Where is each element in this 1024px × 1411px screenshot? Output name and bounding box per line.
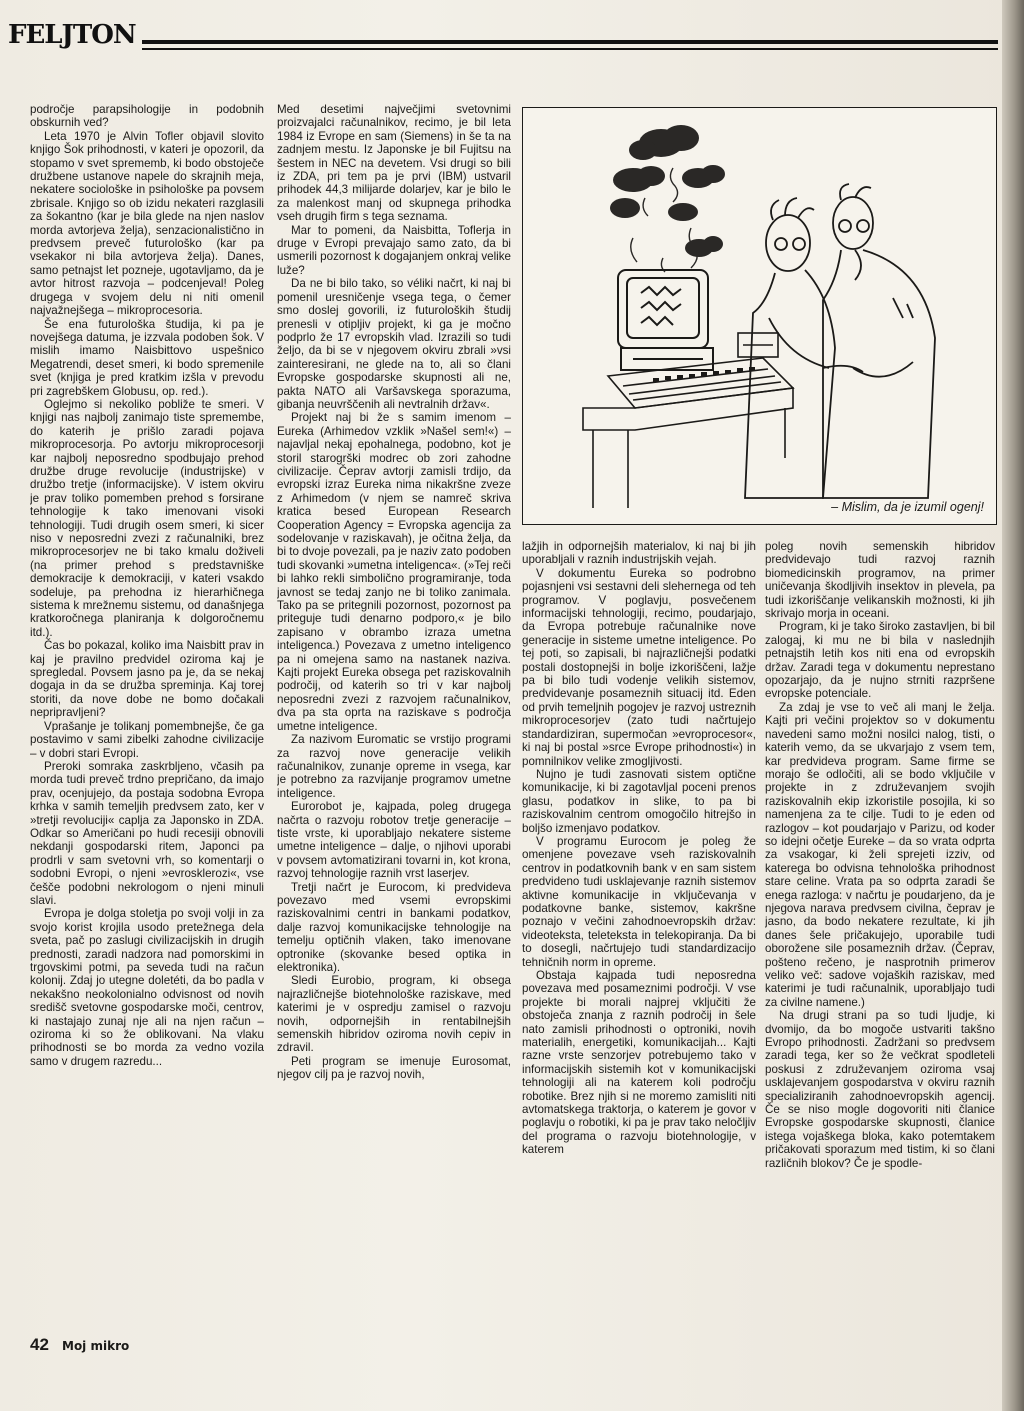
scientist-figure	[745, 198, 863, 498]
paragraph: Da ne bi bilo tako, so véliki načrt, ki naj bi pomenil uresničenje vsega tega, o čemer smo doslej govorili, iz futuroloških študij prenesli v otipljiv projekt, ki ga je močno podprlo že 17 evropskih vlad. Izrazili so tudi željo, da bi se v njegovem okviru zbrali »vsi zainteresirani, ne glede na to, ali so člani Evropske gospodarske skupnosti ali ne, pakta NATO ali Varšavskega sporazuma, gibanja neuvrščenih ali nevtralnih držav«.	[277, 277, 511, 411]
paragraph: Leta 1970 je Alvin Tofler objavil slovito knjigo Šok prihodnosti, v kateri je opozoril, da stopamo v svet sprememb, ki bodo obstoječe družbene ustanove napele do skrajnih meja, nekatere sociološke in psihološke pa povsem zbrisale. Knjigo so ob izidu nekateri razglasili za šokantno (kar je bila glede na njen naslov morda avtorjeva želja), senzacionalistično in predvsem preveč futurološko (kar pa vsekakor ni bila avtorjeva želja). Danes, samo petnajst let pozneje, ugotavljamo, da je avtor hitrost razvoja – podcenjeval! Poleg drugega v svojem delu ni niti omenil najvažnejšega – mikroprocesoria.	[30, 129, 264, 318]
paragraph: Sledi Eurobio, program, ki obsega najrazličnejše biotehnološke raziskave, med katerimi je v ospredju zamisel o razvoju novih, odpornejših in rentabilnejših semenskih hibridov oziroma novih cepiv in zdravil.	[277, 974, 511, 1055]
magazine-name: Moj mikro	[62, 1339, 130, 1353]
paragraph: Še ena futurološka študija, ki pa je novejšega datuma, je izzvala podoben šok. V mislih imamo Naisbittovo uspešnico Megatrendi, deset smeri, ki bodo spremenile svet (knjiga je pred kratkim izšla v prevodu pri zagrebškem Globusu, op. red.).	[30, 317, 264, 398]
paragraph: Čas bo pokazal, koliko ima Naisbitt prav in kaj je pravilno predvidel oziroma kaj je spregledal. Povsem jasno pa je, da se nekaj dogaja in da se družba spreminja. Kaj torej storiti, da nove dobe ne bomo dočakali nepripravljeni?	[30, 639, 264, 720]
page-number: 42	[30, 1335, 49, 1354]
section-title: FELJTON	[8, 20, 136, 50]
paragraph: Preroki somraka zaskrbljeno, včasih pa morda tudi preveč trdno prepričano, da imajo prav, ocenjujejo, da postaja sodobna Evropa krhka v samih temeljih predvsem zato, ker v »tretji revoluciji« caplja za Japonsko in ZDA. Odkar so Američani po hudi recesiji obnovili nekdanji gospodarski ritem, Japonci pa prodrli v sam svetovni vrh, so komentarji o sodobni Evropi, o njeni »evrosklerozi«, vse češče podobni nekrologom o njeni minuli slavi.	[30, 759, 264, 907]
paragraph: Za nazivom Euromatic se vrstijo programi za razvoj nove generacije velikih računalnikov, zunanje opreme in vsega, kar je potrebno za razvijanje programov umetne inteligence.	[277, 733, 511, 800]
text-column-2	[277, 103, 511, 1328]
text-column-3	[522, 540, 756, 1330]
paragraph: Nujno je tudi zasnovati sistem optične komunikacije, ki bi zagotavljal poceni prenos glasu, podatkov in slike, to pa bi raziskovalnim centrom omogočilo hitrejšo in boljšo izmenjavo podatkov.	[522, 767, 756, 835]
smoke-clouds	[610, 125, 725, 257]
cartoon-caption: – Mislim, da je izumil ogenj!	[831, 500, 984, 514]
paragraph: lažjih in odpornejših materialov, ki naj bi jih uporabljali v raznih industrijskih vejah.	[522, 540, 756, 567]
paragraph: Evropa je dolga stoletja po svoji volji in za svojo korist krojila usodo pretežnega dela sveta, pač po zaslugi civilizacijskih in drugih prednosti, zaradi nadzora nad pomorskimi in trgovskimi potmi, pa seveda tudi na račun kolonij. Zdaj jo utegne doletéti, da bo padla v nekakšno neokolonialno odvisnost od novih središč svetovne gospodarske moči, centrov, ki nastajajo zunaj nje ali na njen račun – oziroma ki so že oblikovani. Na vlaku prihodnosti se bo morda za vedno vozila samo v drugem razredu...	[30, 907, 264, 1068]
paragraph: V programu Eurocom je poleg že omenjene povezave vseh raziskovalnih centrov in podatkovnih bank v en sam sistem predvideno tudi usklajevanje raznih sistemov aktivne komunikacije in vključevanja v podatkovne banke, sistemov, kakršne poznajo v večini zahodnoevropskih držav: videoteksta, teleteksta in telekopiranja. Da bi to dosegli, načrtujejo tudi standardizacijo tehničnih norm in opreme.	[522, 834, 756, 969]
paragraph: poleg novih semenskih hibridov predvidevajo tudi razvoj raznih biomedicinskih programov, na primer uničevanja škodljivih insektov in plevela, pa tudi izkoriščanje velikanskih možnosti, ki jih skrivajo morja in oceani.	[765, 540, 995, 621]
paragraph: Mar to pomeni, da Naisbitta, Toflerja in druge v Evropi prevajajo samo zato, da bi usmerili pozornost k dogajanjem onkraj velike luže?	[277, 223, 511, 277]
paragraph: Obstaja kajpada tudi neposredna povezava med posameznimi področji. V vse projekte bi morali najprej vključiti že obstoječa znanja z raznih področij in šele nato zamisli prihodnosti o optroniki, novih materialih, energetiki, komunikacijah... Kajti razne vrste senzorjev potrebujemo tako v informacijskih sistemih kot v komunikacijski tehnologiji ali na katerem koli področju robotike. Brez njih si ne moremo zamisliti niti avtomatskega traktorja, o katerem je govor v poglavju o robotiki, ki pa je prav tako neločljiv del programa o razvoju biotehnologije, v katerem	[522, 969, 756, 1157]
paragraph: Na drugi strani pa so tudi ljudje, ki dvomijo, da bo mogoče ustvariti takšno Evropo prihodnosti. Zadržani so predvsem zaradi tega, ker so že večkrat spodleteli poskusi z združevanjem oziroma vsaj usklajevanjem gospodarstva v okviru raznih specializiranih zahodnoevropskih agencij. Če se niso mogle dogovoriti niti članice Evropske gospodarske skupnosti, članice istega vojaškega bloka, kako potemtakem pričakovati sporazum med tistim, ki so člani različnih blokov? Če je spodle-	[765, 1009, 995, 1170]
paragraph: Vprašanje je tolikanj pomembnejše, če ga postavimo v sami zibelki zahodne civilizacije – v dobri stari Evropi.	[30, 719, 264, 760]
header-rule	[142, 40, 998, 44]
paragraph: Program, ki je tako široko zastavljen, bi bil zalogaj, ki mu ne bi bila v naslednjih petnajstih letih kos niti ena od evropskih držav. Zaradi tega v dokumentu neprestano opozarjajo, da je nujno strniti razpršene evropske potenciale.	[765, 620, 995, 701]
paragraph: Tretji načrt je Eurocom, ki predvideva povezavo med vsemi evropskimi raziskovalnimi centri in bankami podatkov, dalje razvoj komunikacijske tehnologije na temelju optičnih vlaken, tako imenovane optronike (skovanke besed optika in elektronika).	[277, 880, 511, 974]
paragraph: V dokumentu Eureka so podrobno pojasnjeni vsi sestavni deli slehernega od teh programov. V poglavju, posvečenem informacijski tehnologiji, recimo, poudarjajo, da Evropa potrebuje računalnike nove generacije in sisteme umetne inteligence. Po tej poti, so zapisali, bi najrazličnejši podatki postali dostopnejši in bolje izkoriščeni, lažje pa bi bilo tudi vodenje velikih sistemov, predvidevanje posameznih situacij itd. Eden od prvih temeljnih pogojev je razvoj ustreznih mikroprocesorjev (zato tudi načrtujejo standardiziran, supermočan »evroprocesor«, ki naj bi postal »srce Evrope prihodnosti«) in pomnilnikov velike zmogljivosti.	[522, 566, 756, 768]
paragraph: Za zdaj je vse to več ali manj le želja. Kajti pri večini projektov so v dokumentu navedeni samo možni nosilci nalog, tisti, o katerih vemo, da se ukvarjajo z vsem tem, kar predvideva program. Same firme se morajo še odločiti, ali se bodo vključile v projekte in z združevanjem svojih raziskovalnih ekip izkoristile posojila, ki so namenjena za te cilje. Tudi to je eden od razlogov – kot poudarjajo v Parizu, od koder so idejni očetje Eureke – da so vrata odprta za vsakogar, ki želi sprejeti izziv, od katerega bo odvisna tehnološka prihodnost stare celine. Vrata pa so odprta zaradi še enega razloga: v načrtu je poudarjeno, da je njegova narava predvsem civilna, čeprav je jasno, da bodo nekatere rezultate, ki jih danes šele pričakujejo, uporabile tudi oborožene sile posameznih držav. (Čeprav, pošteno rečeno, je nasprotnih primerov veliko več: sadove vojaških raziskav, med katerimi je tudi računalnik, uporabljajo tudi za civilne namene.)	[765, 700, 995, 1009]
cartoon-illustration	[522, 107, 997, 525]
paragraph: Oglejmo si nekoliko pobliže te smeri. V knjigi nas najbolj zanimajo tiste spremembe, do katerih je prišlo zaradi pojava mikroprocesorja. Po avtorju mikroprocesorji kar najbolj neposredno spodbujajo prehod družbe druge revolucije (industrijske) v družbo tretje (informacijske). V istem okviru je prav toliko pomemben prehod s forsirane tehnologije k tako imenovani visoki tehnologiji. Tudi drugih osem smeri, ki sicer niso v neposredni zvezi z računalniki, brez mikroprocesorjev ne bi tako kmalu doživeli (na primer prehod s predstavniške demokracije k demokraciji, v kateri vsakdo sodeluje, pa prehodna iz hierarhičnega sistema k mrežnemu sistemu, od današnjega kratkoročnega planiranja k dolgoročnemu itd.).	[30, 397, 264, 639]
header-rule-thin	[142, 48, 998, 50]
paragraph: Projekt naj bi že s samim imenom – Eureka (Arhimedov vzklik »Našel sem!«) – najavljal nekaj epohalnega, podobno, kot je storil starogrški modrec ob zori zahodne civilizacije. Čeprav avtorji zamisli trdijo, da evropski izraz Eureka nima nikakršne zveze z Arhimedom (v njem se namreč skriva kratica besed European Research Cooperation Agency = Evropska agencija za sodelovanje v raziskavah), je očitna želja, da bi to dvoje povezali, pa je naziv zato podoben tudi skovanki »umetna inteligenca«. (»Tej reči bi lahko rekli simbolično programiranje, toda javnost se tedaj zanjo ne bi toliko zanimala. Tako pa se pritegnili pozornost, pozornost pa priteguje tudi denarno podporo,« je bilo zapisano v obrambo izraza umetna inteligenca.) Povezava z umetno inteligenco pa ni omejena samo na nastanek naziva. Kajti projekt Eureka obsega pet raziskovalnih področij, od katerih so tri v kar najbolj neposredni zvezi z razvojem računalnikov, dva pa sta oprta na raziskave s področja umetne inteligence.	[277, 411, 511, 733]
text-column-1	[30, 103, 264, 1328]
text-column-4	[765, 540, 995, 1330]
page-edge	[1002, 0, 1024, 1411]
paragraph: Eurorobot je, kajpada, poleg drugega načrta o razvoju robotov tretje generacije – tiste vrste, ki uporabljajo nekatere sisteme umetne inteligence – dalje, o njihovi uporabi v povsem avtomatizirani tovarni in, kot krona, razvoj tehnologije raznih vrst laserjev.	[277, 800, 511, 881]
paragraph: Med desetimi največjimi svetovnimi proizvajalci računalnikov, recimo, je bil leta 1984 iz Evrope en sam (Siemens) in še ta na zadnjem mestu. Iz Japonske je bil Fujitsu na šestem in NEC na devetem. Vsi drugi so bili iz ZDA, pri tem pa je prvi (IBM) ustvaril prihodek 44,3 milijarde dolarjev, kar je bilo le za malenkost manj od skupnega prihodka vseh drugih firm s tega seznama.	[277, 103, 511, 224]
cartoon-drawing	[523, 108, 996, 524]
paragraph: Peti program se imenuje Eurosomat, njegov cilj pa je razvoj novih,	[277, 1054, 511, 1082]
computer-monitor	[618, 270, 713, 370]
paragraph: področje parapsihologije in podobnih obskurnih ved?	[30, 103, 264, 130]
scientist-figure	[823, 184, 935, 498]
